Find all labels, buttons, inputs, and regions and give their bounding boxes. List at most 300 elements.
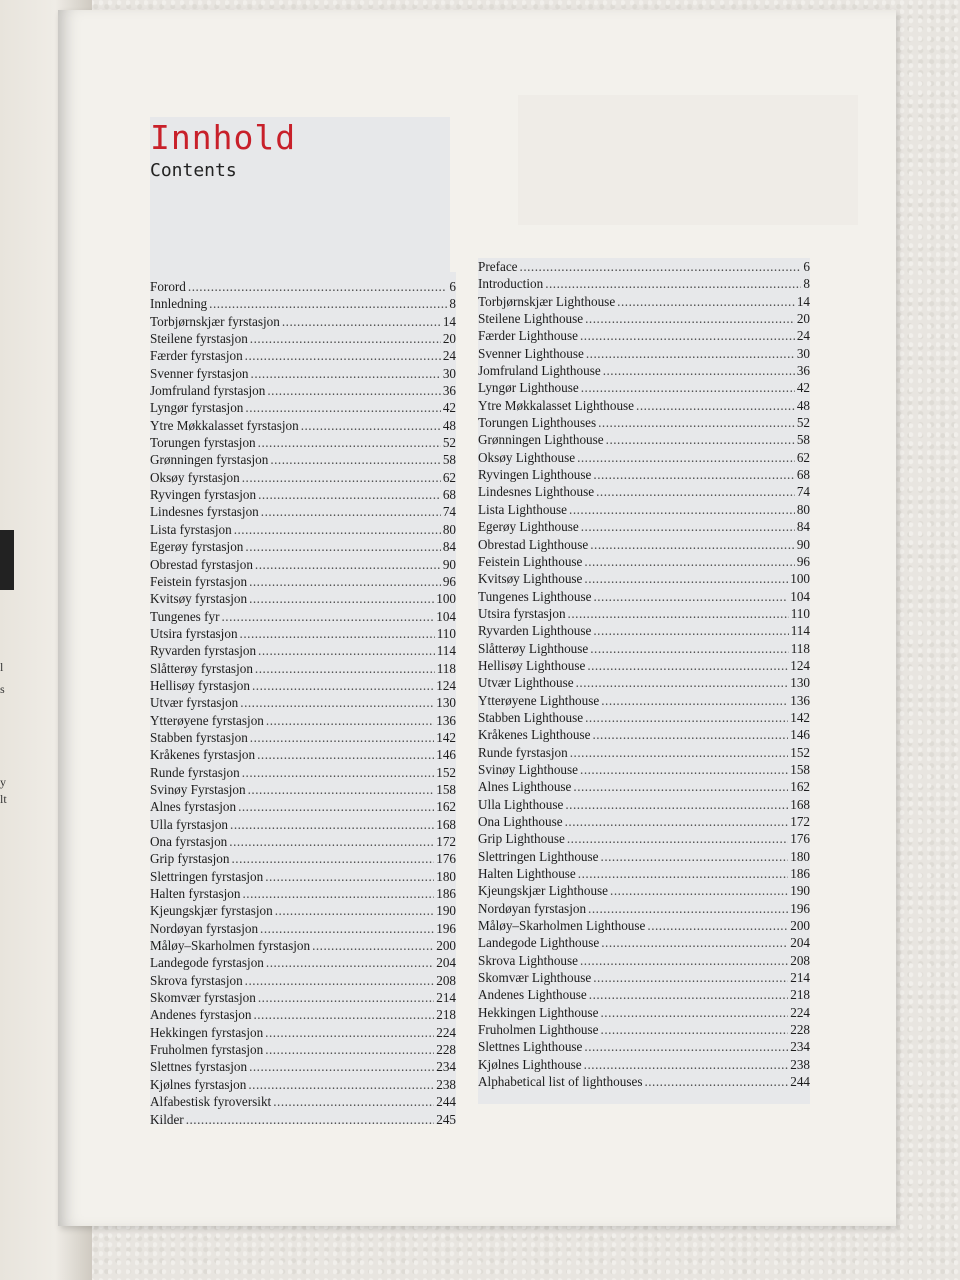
toc-entry-page: 62	[442, 469, 456, 485]
toc-entry-page: 152	[436, 764, 456, 780]
toc-entry	[478, 830, 810, 847]
dot-leader	[245, 347, 441, 364]
toc-entry	[150, 538, 456, 555]
toc-entry-page: 142	[790, 709, 810, 725]
toc-entry-title: Svinøy Fyrstasjon	[150, 781, 246, 797]
toc-entry	[150, 434, 456, 451]
dot-leader	[578, 865, 788, 882]
dot-leader	[270, 451, 441, 468]
toc-entry-page: 52	[442, 435, 456, 451]
toc-entry-title: Andenes Lighthouse	[478, 987, 587, 1003]
dot-leader	[584, 553, 794, 570]
toc-entry	[150, 712, 456, 729]
toc-entry-page: 114	[436, 643, 456, 659]
toc-entry	[150, 920, 456, 937]
toc-entry-title: Nordøyan fyrstasjon	[478, 900, 587, 916]
toc-entry-title: Hekkingen Lighthouse	[478, 1004, 599, 1020]
toc-entry-title: Måløy–Skarholmen fyrstasjon	[150, 938, 311, 954]
toc-entry-page: 74	[442, 504, 456, 520]
toc-entry	[478, 917, 810, 934]
dot-leader	[592, 726, 788, 743]
toc-entry-page: 100	[790, 571, 810, 587]
contents-column-english	[478, 258, 810, 1104]
toc-entry-page: 218	[436, 1007, 456, 1023]
toc-entry-title: Ryvingen Lighthouse	[478, 467, 592, 483]
toc-entry-page: 152	[790, 744, 810, 760]
dot-leader	[245, 972, 435, 989]
toc-entry-title: Ytre Møkkalasset fyrstasjon	[150, 417, 299, 433]
toc-entry-page: 6	[449, 279, 456, 294]
toc-entry-title: Torungen Lighthouses	[478, 415, 597, 431]
toc-entry-title: Feistein fyrstasjon	[150, 573, 248, 589]
toc-entry-title: Utsira fyrstasjon	[478, 605, 566, 621]
toc-entry-page: 224	[790, 1004, 810, 1020]
toc-entry-title: Svinøy Lighthouse	[478, 761, 579, 777]
toc-entry	[478, 674, 810, 691]
dot-leader	[601, 934, 788, 951]
toc-entry-page: 58	[442, 452, 456, 468]
dot-leader	[601, 848, 789, 865]
toc-entry-page: 214	[436, 990, 456, 1006]
toc-entry-title: Nordøyan fyrstasjon	[150, 920, 259, 936]
toc-entry-title: Kjølnes fyrstasjon	[150, 1076, 247, 1092]
dot-leader	[601, 692, 788, 709]
toc-entry-page: 238	[790, 1056, 810, 1072]
dot-leader	[186, 1111, 435, 1128]
left-page-dark-mark	[0, 530, 14, 590]
toc-entry-title: Stabben fyrstasjon	[150, 729, 248, 745]
dot-leader	[581, 518, 795, 535]
toc-entry	[478, 865, 810, 882]
dot-leader	[258, 989, 434, 1006]
toc-entry	[150, 1006, 456, 1023]
left-page-fragment: l	[0, 660, 4, 674]
dot-leader	[249, 1058, 434, 1075]
toc-entry	[150, 451, 456, 468]
dot-leader	[593, 588, 788, 605]
dot-leader	[255, 556, 441, 573]
toc-entry	[150, 399, 456, 416]
dot-leader	[240, 694, 434, 711]
toc-entry-title: Fruholmen Lighthouse	[478, 1022, 599, 1038]
dot-leader	[573, 778, 788, 795]
dot-leader	[586, 345, 795, 362]
dot-leader	[312, 937, 434, 954]
dot-leader	[267, 382, 440, 399]
toc-entry-page: 24	[796, 328, 810, 344]
toc-entry	[478, 570, 810, 587]
toc-entry-page: 176	[436, 851, 456, 867]
toc-entry	[150, 850, 456, 867]
dot-leader	[584, 1056, 789, 1073]
toc-entry	[478, 1073, 810, 1090]
toc-entry-title: Alnes fyrstasjon	[150, 799, 237, 815]
toc-entry-page: 14	[796, 293, 810, 309]
toc-entry-page: 90	[796, 536, 810, 552]
toc-entry	[478, 345, 810, 362]
toc-entry-title: Runde fyrstasjon	[478, 744, 568, 760]
toc-entry-page: 200	[436, 938, 456, 954]
toc-entry	[150, 469, 456, 486]
toc-entry-title: Oksøy fyrstasjon	[150, 469, 240, 485]
dot-leader	[240, 625, 435, 642]
toc-entry-page: 190	[436, 903, 456, 919]
toc-entry	[150, 902, 456, 919]
toc-entry-title: Grip fyrstasjon	[150, 851, 230, 867]
toc-entry-title: Egerøy Lighthouse	[478, 519, 579, 535]
toc-entry-page: 180	[436, 868, 456, 884]
toc-entry-title: Hellisøy fyrstasjon	[150, 677, 250, 693]
toc-entry-title: Torbjørnskjær Lighthouse	[478, 293, 616, 309]
toc-entry	[478, 310, 810, 327]
dot-leader	[589, 986, 788, 1003]
toc-entry	[478, 327, 810, 344]
toc-entry-page: 172	[790, 814, 810, 829]
toc-entry-title: Grønningen fyrstasjon	[150, 452, 269, 468]
toc-entry	[150, 885, 456, 902]
toc-entry	[150, 330, 456, 347]
dot-leader	[576, 674, 789, 691]
toc-entry	[478, 379, 810, 396]
toc-entry-title: Hellisøy Lighthouse	[478, 657, 586, 673]
toc-entry-title: Ryvingen fyrstasjon	[150, 487, 257, 503]
dot-leader	[265, 1024, 434, 1041]
toc-entry-title: Feistein Lighthouse	[478, 553, 583, 569]
toc-entry-title: Obrestad fyrstasjon	[150, 556, 253, 572]
dot-leader	[234, 521, 441, 538]
toc-entry-page: 204	[436, 955, 456, 971]
left-page-fragment: s	[0, 682, 5, 696]
dot-leader	[565, 796, 788, 813]
toc-entry-title: Lista Lighthouse	[478, 501, 568, 517]
toc-entry	[478, 483, 810, 500]
dot-leader	[265, 868, 434, 885]
dot-leader	[250, 729, 434, 746]
dot-leader	[265, 1041, 434, 1058]
dot-leader	[229, 833, 434, 850]
toc-entry-title: Færder Lighthouse	[478, 328, 578, 344]
toc-entry-title: Ytterøyene fyrstasjon	[150, 712, 264, 728]
toc-entry-title: Kråkenes fyrstasjon	[150, 747, 256, 763]
toc-entry-title: Torungen fyrstasjon	[150, 435, 256, 451]
dot-leader	[587, 657, 788, 674]
toc-list-english	[478, 258, 810, 1091]
dot-leader	[242, 885, 434, 902]
dot-leader	[580, 952, 788, 969]
dot-leader	[598, 414, 795, 431]
toc-entry-title: Ona Lighthouse	[478, 814, 563, 829]
toc-entry-page: 168	[790, 796, 810, 812]
dot-leader	[249, 590, 434, 607]
left-page-fragment: lt	[0, 792, 7, 806]
toc-entry-page: 24	[442, 348, 456, 364]
toc-list-norwegian	[150, 272, 456, 1128]
toc-entry	[478, 622, 810, 639]
toc-entry-title: Lyngør Lighthouse	[478, 380, 579, 396]
toc-entry-title: Innledning	[150, 296, 208, 312]
toc-entry-title: Utvær Lighthouse	[478, 675, 574, 691]
toc-entry	[150, 746, 456, 763]
toc-entry-page: 186	[790, 866, 810, 882]
toc-entry-page: 48	[796, 397, 810, 413]
toc-entry-title: Utsira fyrstasjon	[150, 625, 238, 641]
toc-entry-title: Alnes Lighthouse	[478, 779, 572, 795]
toc-entry-page: 118	[790, 640, 810, 656]
toc-entry	[478, 986, 810, 1003]
toc-entry-title: Skomvær Lighthouse	[478, 970, 592, 986]
toc-entry	[150, 486, 456, 503]
toc-entry	[150, 365, 456, 382]
toc-entry	[150, 972, 456, 989]
toc-entry	[478, 934, 810, 951]
toc-entry-page: 118	[436, 660, 456, 676]
toc-entry-page: 130	[436, 695, 456, 711]
toc-entry	[150, 868, 456, 885]
dot-leader	[601, 1004, 789, 1021]
toc-entry	[478, 275, 810, 292]
toc-entry	[478, 640, 810, 657]
dot-leader	[275, 902, 435, 919]
dot-leader	[580, 327, 795, 344]
toc-entry-title: Skrova Lighthouse	[478, 952, 578, 968]
toc-entry	[150, 694, 456, 711]
toc-entry-page: 224	[436, 1024, 456, 1040]
toc-entry	[150, 764, 456, 781]
toc-entry-title: Steilene Lighthouse	[478, 311, 584, 327]
toc-entry	[150, 313, 456, 330]
toc-entry-page: 228	[436, 1042, 456, 1058]
dot-leader	[188, 278, 448, 295]
toc-entry-page: 244	[436, 1094, 456, 1110]
dot-leader	[230, 816, 434, 833]
dot-leader	[261, 503, 441, 520]
toc-entry-page: 190	[790, 883, 810, 899]
toc-entry	[478, 501, 810, 518]
dot-leader	[255, 660, 435, 677]
toc-entry	[478, 969, 810, 986]
dot-leader	[248, 781, 435, 798]
toc-entry-title: Landegode Lighthouse	[478, 935, 600, 951]
toc-entry-page: 204	[790, 935, 810, 951]
toc-entry-title: Slettringen Lighthouse	[478, 848, 599, 864]
toc-entry	[150, 1093, 456, 1110]
dot-leader	[593, 969, 788, 986]
toc-entry-page: 96	[442, 573, 456, 589]
toc-entry-page: 30	[796, 345, 810, 361]
toc-entry-page: 180	[790, 848, 810, 864]
dot-leader	[245, 399, 440, 416]
toc-entry	[478, 726, 810, 743]
toc-entry	[150, 937, 456, 954]
toc-entry-page: 30	[442, 365, 456, 381]
dot-leader	[644, 1073, 788, 1090]
toc-entry-title: Kvitsøy Lighthouse	[478, 571, 583, 587]
toc-entry-page: 104	[790, 588, 810, 604]
toc-entry-title: Lindesnes Lighthouse	[478, 484, 595, 500]
toc-entry-title: Kilder	[150, 1111, 184, 1127]
dot-leader	[258, 486, 441, 503]
toc-entry	[150, 503, 456, 520]
toc-entry-title: Svenner fyrstasjon	[150, 365, 249, 381]
toc-entry-title: Oksøy Lighthouse	[478, 449, 576, 465]
toc-entry-page: 8	[449, 296, 456, 312]
toc-entry-title: Tungenes fyr	[150, 608, 220, 624]
toc-entry-title: Ytre Møkkalasset Lighthouse	[478, 397, 635, 413]
dot-leader	[520, 258, 802, 275]
toc-entry-title: Alphabetical list of lighthouses	[478, 1074, 643, 1090]
toc-entry-page: 80	[796, 501, 810, 517]
toc-entry-page: 158	[436, 781, 456, 797]
toc-entry-page: 162	[790, 779, 810, 795]
toc-entry-title: Lindesnes fyrstasjon	[150, 504, 259, 520]
toc-entry-title: Egerøy fyrstasjon	[150, 539, 244, 555]
dot-leader	[567, 830, 788, 847]
toc-entry-page: 6	[803, 259, 810, 274]
toc-entry	[150, 521, 456, 538]
toc-entry	[478, 397, 810, 414]
dot-leader	[617, 293, 795, 310]
toc-entry-page: 172	[436, 834, 456, 849]
dot-leader	[545, 275, 801, 292]
toc-entry	[150, 1111, 456, 1128]
toc-entry-page: 142	[436, 729, 456, 745]
dot-leader	[593, 622, 788, 639]
toc-entry-page: 158	[790, 761, 810, 777]
toc-entry	[150, 1076, 456, 1093]
toc-entry-page: 96	[796, 553, 810, 569]
page-title: Innhold	[150, 118, 297, 157]
toc-entry-title: Utvær fyrstasjon	[150, 695, 239, 711]
page-subtitle: Contents	[150, 160, 237, 181]
toc-entry-page: 162	[436, 799, 456, 815]
toc-entry-title: Kråkenes Lighthouse	[478, 727, 591, 743]
dot-leader	[266, 954, 434, 971]
dot-leader	[251, 365, 441, 382]
show-through-text	[518, 95, 858, 225]
toc-entry-title: Preface	[478, 259, 518, 274]
toc-entry	[478, 813, 810, 830]
toc-entry	[478, 657, 810, 674]
toc-entry	[150, 347, 456, 364]
toc-entry-page: 90	[442, 556, 456, 572]
toc-entry-page: 84	[796, 519, 810, 535]
toc-entry-title: Ryvarden Lighthouse	[478, 623, 592, 639]
toc-entry-title: Tungenes Lighthouse	[478, 588, 592, 604]
toc-entry-page: 20	[796, 311, 810, 327]
dot-leader	[593, 466, 794, 483]
dot-leader	[581, 379, 795, 396]
dot-leader	[258, 642, 435, 659]
dot-leader	[242, 764, 434, 781]
dot-leader	[606, 431, 795, 448]
toc-entry-title: Slettnes fyrstasjon	[150, 1059, 248, 1075]
dot-leader	[258, 434, 441, 451]
toc-entry-page: 244	[790, 1074, 810, 1090]
toc-entry-title: Skomvær fyrstasjon	[150, 990, 256, 1006]
toc-entry-page: 58	[796, 432, 810, 448]
toc-entry-title: Obrestad Lighthouse	[478, 536, 589, 552]
toc-entry	[478, 709, 810, 726]
dot-leader	[588, 900, 788, 917]
dot-leader	[250, 330, 441, 347]
toc-entry-page: 196	[436, 920, 456, 936]
toc-entry	[478, 1021, 810, 1038]
dot-leader	[266, 712, 434, 729]
toc-entry	[478, 692, 810, 709]
toc-entry-title: Ulla Lighthouse	[478, 796, 564, 812]
toc-entry	[150, 608, 456, 625]
toc-entry-title: Grip Lighthouse	[478, 831, 565, 847]
toc-entry-title: Jomfruland fyrstasjon	[150, 383, 266, 399]
toc-entry-page: 62	[796, 449, 810, 465]
toc-entry-page: 114	[790, 623, 810, 639]
dot-leader	[647, 917, 788, 934]
dot-leader	[568, 605, 789, 622]
toc-entry	[478, 900, 810, 917]
toc-entry-title: Forord	[150, 279, 186, 294]
toc-entry-title: Kjeungskjær fyrstasjon	[150, 903, 273, 919]
toc-entry-title: Halten fyrstasjon	[150, 886, 241, 902]
dot-leader	[260, 920, 434, 937]
toc-entry-title: Slåtterøy Lighthouse	[478, 640, 589, 656]
toc-entry-title: Kvitsøy fyrstasjon	[150, 591, 248, 607]
dot-leader	[585, 709, 788, 726]
toc-entry-page: 146	[790, 727, 810, 743]
toc-entry-page: 208	[790, 952, 810, 968]
toc-entry-page: 136	[790, 692, 810, 708]
toc-entry-page: 104	[436, 608, 456, 624]
dot-leader	[584, 1038, 788, 1055]
toc-entry-page: 196	[790, 900, 810, 916]
toc-entry-page: 14	[442, 313, 456, 329]
toc-entry-page: 176	[790, 831, 810, 847]
dot-leader	[636, 397, 795, 414]
toc-entry-page: 168	[436, 816, 456, 832]
dot-leader	[245, 538, 440, 555]
toc-entry	[150, 798, 456, 815]
toc-entry	[478, 848, 810, 865]
toc-entry-page: 80	[442, 521, 456, 537]
toc-entry-page: 110	[436, 625, 456, 641]
toc-entry	[150, 642, 456, 659]
toc-entry	[478, 414, 810, 431]
toc-entry-title: Ryvarden fyrstasjon	[150, 643, 257, 659]
dot-leader	[596, 483, 795, 500]
toc-entry	[150, 625, 456, 642]
toc-entry	[478, 605, 810, 622]
toc-entry-title: Ytterøyene Lighthouse	[478, 692, 600, 708]
toc-entry-title: Lista fyrstasjon	[150, 521, 232, 537]
toc-entry	[478, 796, 810, 813]
toc-entry	[150, 1058, 456, 1075]
dot-leader	[282, 313, 441, 330]
toc-entry-title: Jomfruland Lighthouse	[478, 363, 601, 379]
toc-entry-page: 186	[436, 886, 456, 902]
toc-entry	[150, 417, 456, 434]
toc-entry-title: Lyngør fyrstasjon	[150, 400, 244, 416]
toc-entry-page: 8	[803, 276, 810, 292]
toc-entry	[150, 590, 456, 607]
toc-entry-title: Slettringen fyrstasjon	[150, 868, 264, 884]
toc-entry-title: Kjølnes Lighthouse	[478, 1056, 582, 1072]
toc-entry-title: Halten Lighthouse	[478, 866, 576, 882]
toc-entry-title: Stabben Lighthouse	[478, 709, 584, 725]
toc-entry-page: 208	[436, 972, 456, 988]
toc-entry	[478, 744, 810, 761]
toc-entry	[478, 518, 810, 535]
toc-entry-title: Færder fyrstasjon	[150, 348, 243, 364]
left-page-fragment: y	[0, 775, 6, 789]
